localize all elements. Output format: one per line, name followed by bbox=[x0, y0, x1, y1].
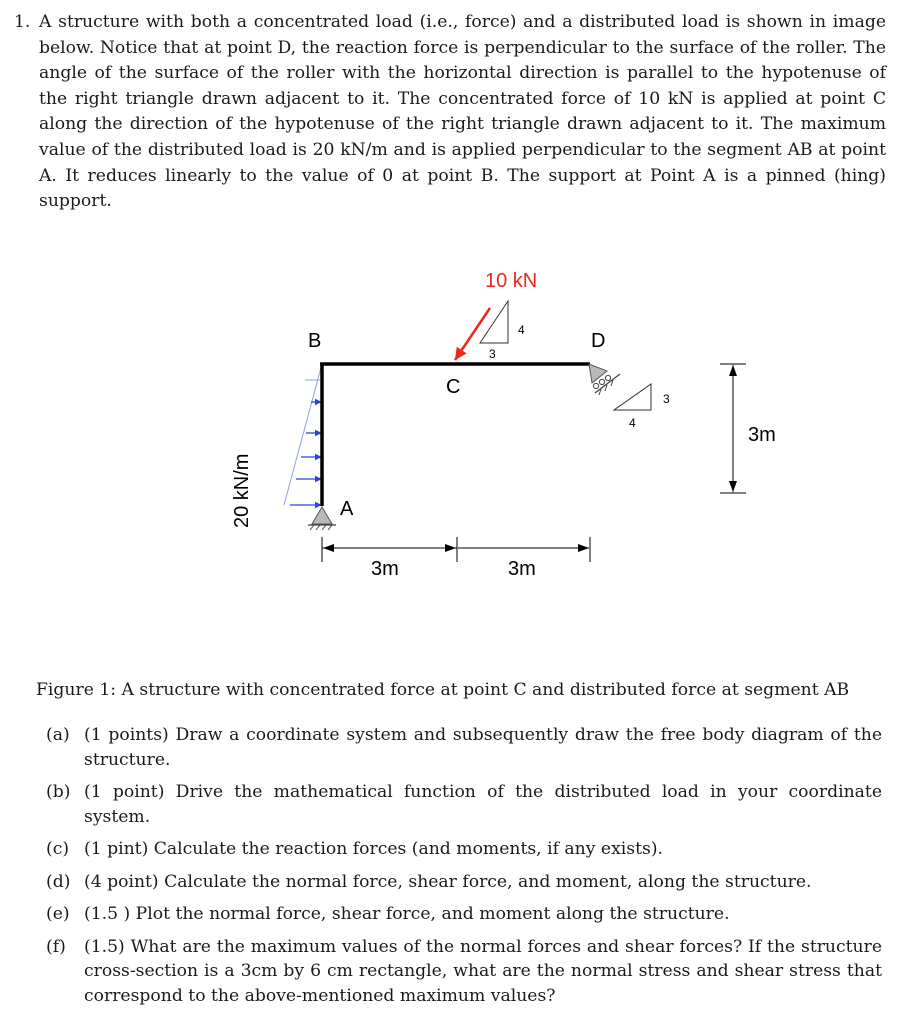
dimension-height-label: 3m bbox=[748, 424, 776, 446]
part-text: (1 points) Draw a coordinate system and subsequently draw the free body diagram of the structure. bbox=[84, 725, 882, 770]
roller-triangle-vertical-label: 3 bbox=[663, 392, 670, 406]
dimension-left-label: 3m bbox=[371, 558, 399, 580]
force-triangle-vertical-label: 4 bbox=[518, 323, 525, 337]
pin-support-A bbox=[308, 507, 336, 530]
part-d bbox=[46, 870, 882, 895]
horizontal-dimensions bbox=[322, 537, 590, 580]
part-text: (1 pint) Calculate the reaction forces (and moments, if any exists). bbox=[84, 839, 664, 859]
part-e bbox=[46, 902, 882, 927]
figure-caption: Figure 1: A structure with concentrated force at point C and distributed force at segment AB bbox=[36, 680, 850, 700]
part-b bbox=[46, 780, 882, 829]
roller-triangle-horizontal-label: 4 bbox=[629, 416, 636, 430]
part-label: (a) bbox=[46, 725, 70, 745]
part-label: (e) bbox=[46, 904, 70, 924]
part-text: (1.5) What are the maximum values of the normal forces and shear forces? If the structure cross-section is a 3cm by 6 cm rectangle, what are the normal stress and shear stress that correspond to the above-mentioned maximum values? bbox=[84, 936, 882, 1006]
part-c bbox=[46, 837, 882, 862]
part-text: (1.5 ) Plot the normal force, shear force, and moment along the structure. bbox=[84, 904, 730, 924]
load-envelope-line bbox=[284, 364, 322, 505]
roller-support-D bbox=[589, 364, 620, 395]
part-label: (d) bbox=[46, 871, 71, 892]
force-label: 10 kN bbox=[485, 270, 538, 292]
distributed-load-label: 20 kN/m bbox=[231, 453, 253, 528]
part-label: (f) bbox=[46, 936, 66, 957]
distributed-load bbox=[284, 364, 322, 505]
point-label-C: C bbox=[446, 376, 461, 398]
concentrated-force-arrow bbox=[455, 308, 490, 360]
dimension-right-label: 3m bbox=[508, 558, 536, 580]
point-label-B: B bbox=[308, 330, 322, 352]
part-a bbox=[46, 723, 882, 772]
part-label: (c) bbox=[46, 839, 70, 859]
part-text: (4 point) Calculate the normal force, shear force, and moment, along the structure. bbox=[84, 871, 812, 892]
point-label-D: D bbox=[591, 330, 606, 352]
force-slope-triangle bbox=[480, 301, 525, 361]
problem-text: A structure with both a concentrated load (i.e., force) and a distributed load is shown in image below. Notice that at point D, the reaction force is perpendicular to the surface of the roller. The angle of the surface of the roller with the horizontal direction is parallel to the hypotenuse of the right triangle drawn adjacent to it. The concentrated force of 10 kN is applied at point C along the direction of the hypotenuse of the right triangle drawn adjacent to it. The maximum value of the distributed load is 20 kN/m and is applied perpendicular to the segment AB at point A. It reduces linearly to the value of 0 at point B. The support at Point A is a pinned (hing) support. bbox=[39, 12, 886, 212]
vertical-dimension bbox=[720, 364, 776, 493]
roller-slope-triangle bbox=[614, 384, 670, 430]
part-label: (b) bbox=[46, 782, 71, 802]
part-text: (1 point) Drive the mathematical function of the distributed load in your coordinate system. bbox=[84, 782, 882, 827]
question-parts bbox=[46, 723, 882, 1016]
problem-number: 1. bbox=[14, 12, 31, 32]
force-triangle-horizontal-label: 3 bbox=[489, 347, 496, 361]
point-label-A: A bbox=[340, 498, 354, 520]
part-f bbox=[46, 935, 882, 1009]
